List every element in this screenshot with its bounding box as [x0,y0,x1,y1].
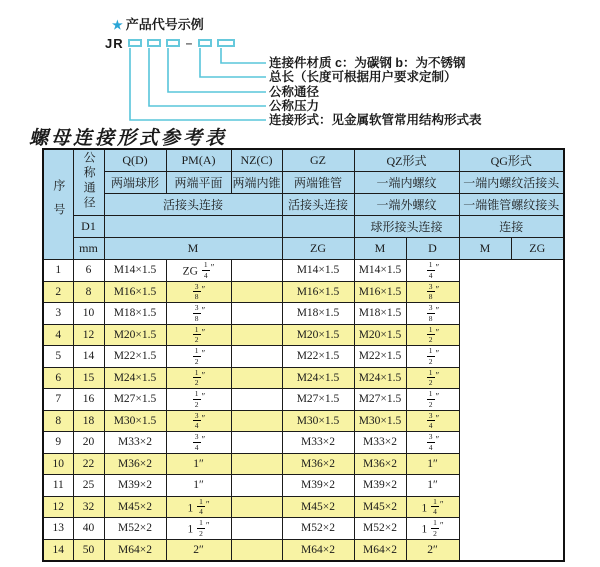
cell-dn: 12 [73,324,104,346]
table-row [43,281,564,303]
table-row [43,432,564,454]
fraction: $\frac{1}{2}$ [194,389,199,409]
fraction: $\frac{1}{2}$ [194,324,199,345]
cell-no: 12 [43,496,73,518]
header-ball-joint-connection: 球形接头连接 [354,216,459,238]
cell-zg [166,303,231,325]
cell-qg_m: M39×2 [354,475,406,497]
cell-no: 7 [43,389,73,411]
table-title: 螺母连接形式参考表 [29,128,228,149]
cell-dn: 32 [73,496,104,518]
cell-dn: 50 [73,539,104,561]
cell-zg [166,346,231,368]
table-header [43,149,564,260]
label-material: 连接件材质 c：为碳钢 b：为不锈钢 [269,56,466,70]
product-code-heading [112,14,204,33]
header-taper-thread-joint: 一端锥管螺纹接头 [459,194,564,216]
cell-dn: 25 [73,475,104,497]
cell-no: 5 [43,346,73,368]
cell-qg_zg: 1″ [406,453,459,475]
cell-qz_d: M14×1.5 [282,260,354,282]
cell-dn: 8 [73,281,104,303]
fraction: $\frac{1}{2}$ [428,389,433,409]
cell-dn: 16 [73,389,104,411]
fraction: $\frac{3}{8}$ [194,303,199,323]
cell-m: M30×1.5 [104,410,166,432]
cell-qz_d: M36×2 [282,453,354,475]
cell-m: M39×2 [104,475,166,497]
header-type-cone: 两端内锥 [231,172,282,194]
fraction: $\frac{1}{2}$ [199,518,203,538]
inch-mark: ″ [435,370,440,381]
header-thread-qz-m: M [354,238,406,260]
cell-qg_zg [406,346,459,368]
label-total-length: 总长（长度可根据用户要求定制） [269,70,457,84]
table-row [43,539,564,561]
inch-mark: ″ [435,413,440,424]
cell-m: M16×1.5 [104,281,166,303]
inch-mark: ″ [435,348,440,359]
cell-dn: 40 [73,518,104,540]
table-row [43,260,564,282]
inch-mark: ″ [435,262,440,273]
table-row [43,453,564,475]
inch-mark: ″ [201,284,206,295]
cell-qz_m [231,453,282,475]
header-row-connection [43,194,564,216]
cell-dn: 20 [73,432,104,454]
cell-zg [166,367,231,389]
cell-zg: ZG $\frac{1}{4}$ ″ [166,260,231,282]
inch-mark: ″ [435,305,440,316]
fraction: $\frac{1}{2}$ [428,346,433,366]
cell-qg_m: M16×1.5 [354,281,406,303]
fraction: $\frac{1}{2}$ [194,367,199,388]
table-row [43,496,564,518]
inch-mark: ″ [201,348,206,359]
header-thread-zg: ZG [282,238,354,260]
cell-qg_m: M33×2 [354,432,406,454]
cell-no: 2 [43,281,73,303]
cell-qg_m: M14×1.5 [354,260,406,282]
cell-m: M14×1.5 [104,260,166,282]
cell-m: M24×1.5 [104,367,166,389]
header-type-taper: 两端锥管 [282,172,354,194]
label-connection-form: 连接形式：见金属软管常用结构形式表 [269,113,482,127]
cell-qz_m [231,539,282,561]
cell-qz_d: M39×2 [282,475,354,497]
label-nominal-diameter: 公称通径 [269,85,320,99]
product-code-row [105,37,235,49]
cell-qg_zg [406,324,459,346]
cell-m: M64×2 [104,539,166,561]
cell-no: 6 [43,367,73,389]
inch-mark: ″ [210,262,215,273]
fraction: $\frac{1}{2}$ [433,518,437,538]
cell-qg_zg [406,389,459,411]
cell-qg_zg [406,410,459,432]
cell-zg: 1″ [166,475,231,497]
code-box-3 [166,39,180,47]
star-icon: ★ [112,18,123,32]
cell-qz_m [231,324,282,346]
fraction: $\frac{3}{4}$ [194,432,199,452]
cell-qz_m [231,410,282,432]
cell-no: 14 [43,539,73,561]
inch-mark: ″ [201,327,206,338]
label-nominal-pressure: 公称压力 [269,99,320,113]
fraction: $\frac{1}{2}$ [194,346,199,366]
cell-zg: 1 $\frac{1}{2}$ ″ [166,518,231,540]
inch-mark: ″ [205,520,210,531]
cell-qg_zg [406,367,459,389]
inch-mark: ″ [201,434,206,445]
header-row-d1 [43,216,564,238]
cell-m: M45×2 [104,496,166,518]
cell-no: 4 [43,324,73,346]
cell-qg_m: M36×2 [354,453,406,475]
cell-qg_m: M45×2 [354,496,406,518]
cell-qz_d: M64×2 [282,539,354,561]
cell-qg_m: M22×1.5 [354,346,406,368]
cell-zg: 1 $\frac{1}{4}$ ″ [166,496,231,518]
cell-no: 13 [43,518,73,540]
cell-no: 3 [43,303,73,325]
nut-connection-reference-table [42,148,565,562]
inch-mark: ″ [201,391,206,402]
header-male-thread: 一端外螺纹 [354,194,459,216]
inch-mark: ″ [439,499,444,510]
cell-qz_d: M30×1.5 [282,410,354,432]
table-row [43,389,564,411]
fraction: $\frac{3}{4}$ [428,410,433,431]
cell-zg [166,432,231,454]
cell-qz_d: M22×1.5 [282,346,354,368]
cell-m: M52×2 [104,518,166,540]
cell-dn: 22 [73,453,104,475]
cell-no: 10 [43,453,73,475]
cell-qg_m: M30×1.5 [354,410,406,432]
code-box-1 [128,39,142,47]
cell-zg: 1″ [166,453,231,475]
cell-m: M18×1.5 [104,303,166,325]
cell-zg [166,324,231,346]
cell-qz_m [231,475,282,497]
header-group-qd: Q(D) [104,149,166,172]
cell-no: 11 [43,475,73,497]
cell-dn: 15 [73,367,104,389]
fraction: $\frac{3}{8}$ [428,303,433,323]
cell-m: M33×2 [104,432,166,454]
cell-no: 1 [43,260,73,282]
fraction: $\frac{1}{2}$ [428,367,433,388]
cell-qg_zg [406,260,459,282]
code-prefix: JR [105,35,124,51]
cell-dn: 18 [73,410,104,432]
header-group-qz: QZ形式 [354,149,459,172]
cell-qz_m [231,367,282,389]
cell-qg_zg: 1 $\frac{1}{2}$ ″ [406,518,459,540]
header-thread-m: M [104,238,282,260]
cell-qz_d: M45×2 [282,496,354,518]
header-group-gz: GZ [282,149,354,172]
header-mm: mm [73,238,104,260]
cell-zg [166,410,231,432]
inch-mark: ″ [439,520,444,531]
fraction: $\frac{1}{4}$ [428,260,433,280]
inch-mark: ″ [201,370,206,381]
header-serial: 序号 [43,149,73,260]
header-type-flat: 两端平面 [166,172,231,194]
cell-no: 8 [43,410,73,432]
table-row [43,410,564,432]
cell-qg_zg [406,281,459,303]
fraction: $\frac{3}{8}$ [194,281,199,302]
table-row [43,518,564,540]
cell-qz_m [231,518,282,540]
cell-dn: 6 [73,260,104,282]
table-row [43,324,564,346]
cell-qg_m: M27×1.5 [354,389,406,411]
fraction: $\frac{1}{4}$ [203,260,208,280]
cell-qz_m [231,432,282,454]
header-group-qg: QG形式 [459,149,564,172]
cell-qg_zg: 1 $\frac{1}{4}$ ″ [406,496,459,518]
cell-qz_m [231,389,282,411]
inch-mark: ″ [435,434,440,445]
cell-qz_m [231,346,282,368]
header-group-pma: PM(A) [166,149,231,172]
table-body [43,260,564,562]
cell-zg: 2″ [166,539,231,561]
cell-qg_m: M24×1.5 [354,367,406,389]
table-row [43,475,564,497]
header-union-connection: 活接头连接 [104,194,282,216]
header-type-female: 一端内螺纹 [354,172,459,194]
inch-mark: ″ [205,499,210,510]
cell-qz_d: M20×1.5 [282,324,354,346]
cell-qz_d: M33×2 [282,432,354,454]
header-row-threads [43,238,564,260]
inch-mark: ″ [201,305,206,316]
header-d1: D1 [73,216,104,238]
header-nominal-diameter: 公称通径 [73,149,104,216]
code-box-2 [147,39,161,47]
inch-mark: ″ [435,327,440,338]
cell-qz_d: M16×1.5 [282,281,354,303]
cell-qg_zg [406,432,459,454]
cell-qz_m [231,496,282,518]
code-box-4 [198,39,212,47]
fraction: $\frac{3}{8}$ [428,281,433,302]
header-thread-qz-d: D [406,238,459,260]
header-union-connection-gz: 活接头连接 [282,194,354,216]
cell-qz_d: M27×1.5 [282,389,354,411]
header-connection: 连接 [459,216,564,238]
inch-mark: ″ [435,391,440,402]
cell-dn: 14 [73,346,104,368]
header-group-nzc: NZ(C) [231,149,282,172]
cell-m: M22×1.5 [104,346,166,368]
header-row-end-types [43,172,564,194]
fraction: $\frac{3}{4}$ [194,410,199,431]
code-separator: – [185,36,193,50]
cell-qz_m [231,260,282,282]
cell-m: M27×1.5 [104,389,166,411]
cell-qg_m: M18×1.5 [354,303,406,325]
cell-qg_zg [406,303,459,325]
cell-zg [166,281,231,303]
header-thread-qg-zg: ZG [511,238,564,260]
fraction: $\frac{1}{4}$ [199,496,203,517]
cell-qz_d: M18×1.5 [282,303,354,325]
cell-dn: 10 [73,303,104,325]
header-type-female-union: 一端内螺纹活接头 [459,172,564,194]
product-code-heading-text: 产品代号示例 [125,17,204,32]
cell-m: M20×1.5 [104,324,166,346]
cell-qg_m: M20×1.5 [354,324,406,346]
empty-cell [104,216,282,238]
header-type-ball: 两端球形 [104,172,166,194]
cell-qg_zg: 1″ [406,475,459,497]
cell-qz_m [231,281,282,303]
code-box-5 [217,39,235,47]
cell-qg_m: M52×2 [354,518,406,540]
header-row-groups [43,149,564,172]
inch-mark: ″ [435,284,440,295]
fraction: $\frac{1}{4}$ [433,496,437,517]
table-row [43,303,564,325]
cell-qz_m [231,303,282,325]
cell-m: M36×2 [104,453,166,475]
empty-cell [282,216,354,238]
header-thread-qg-m: M [459,238,511,260]
inch-mark: ″ [201,413,206,424]
cell-no: 9 [43,432,73,454]
fraction: $\frac{1}{2}$ [428,324,433,345]
cell-qz_d: M24×1.5 [282,367,354,389]
cell-qg_zg: 2″ [406,539,459,561]
table-row [43,346,564,368]
table-row [43,367,564,389]
cell-qg_m: M64×2 [354,539,406,561]
cell-zg [166,389,231,411]
fraction: $\frac{3}{4}$ [428,432,433,452]
cell-qz_d: M52×2 [282,518,354,540]
